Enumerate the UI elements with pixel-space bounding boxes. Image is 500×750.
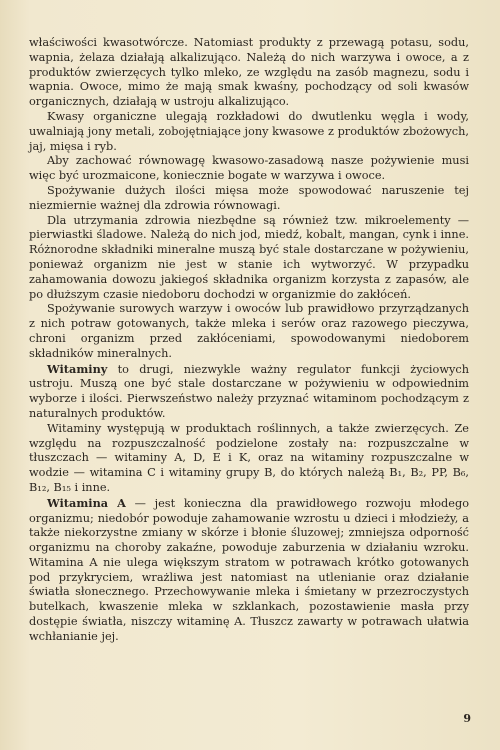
paragraph — [29, 110, 469, 154]
paragraph — [29, 36, 469, 110]
page-number: 9 — [463, 712, 471, 725]
term-heading: Witaminy — [47, 361, 108, 376]
paragraph — [29, 496, 469, 645]
term-heading: Witamina A — [47, 495, 126, 510]
paragraph-text: to drugi, niezwykle ważny regulator funkcji życiowych ustroju. Muszą one być stale dostarczane w pożywieniu w odpowiednim wyborze i ilości. Pierwszeństwo należy przyznać witaminom pochodzącym z naturalnych produktów. — [29, 362, 469, 420]
paragraph — [29, 214, 469, 303]
paragraph — [29, 302, 469, 361]
paragraph-text: Dla utrzymania zdrowia niezbędne są również tzw. mikroelementy — pierwiastki śladowe. Należą do nich jod, miedź, kobalt, mangan, cynk i inne. Różnorodne składniki mineralne muszą być stale dostarczane w pożywieniu, ponieważ organizm nie jest w stanie ich wytworzyć. W przypadku zahamowania dowozu jakiegoś składnika organizm korzysta z zapasów, ale po dłuższym czasie niedoboru dochodzi w organizmie do zakłóceń. — [29, 213, 469, 301]
paragraph — [29, 154, 469, 184]
body-text — [29, 36, 469, 645]
paragraph-text: — jest konieczna dla prawidłowego rozwoju młodego organizmu; niedobór powoduje zahamowanie wzrostu u dzieci i młodzieży, a także niekorzystne zmiany w skórze i błonie śluzowej; zmniejsza odporność organizmu na choroby zakaźne, powoduje zaburzenia w działaniu wzroku. Witamina A nie ulega większym stratom w potrawach krótko gotowanych pod przykryciem, wrażliwa jest natomiast na utlenianie oraz działanie światła słonecznego. Przechowywanie mleka i śmietany w przezroczystych butelkach, kwaszenie mleka w szklankach, pozostawienie masła przy dostępie światła, niszczy witaminę A. Tłuszcz zawarty w potrawach ułatwia wchłanianie jej. — [29, 496, 469, 643]
paragraph-text: Witaminy występują w produktach roślinnych, a także zwierzęcych. Ze względu na rozpuszczalność podzielone zostały na: rozpuszczalne w tłuszczach — witaminy A, D, E i K, oraz na witaminy rozpuszczalne w wodzie — witamina C i witaminy grupy B, do których należą B₁, B₂, PP, B₆, B₁₂, B₁₅ i inne. — [29, 421, 469, 494]
paragraph — [29, 184, 469, 214]
paragraph-text: właściwości kwasotwórcze. Natomiast produkty z przewagą potasu, sodu, wapnia, żelaza działają alkalizująco. Należą do nich warzywa i owoce, a z produktów zwierzęcych tylko mleko, ze względu na zasób magnezu, sodu i wapnia. Owoce, mimo że mają smak kwaśny, pochodzący od soli kwasów organicznych, działają w ustroju alkalizująco. — [29, 36, 469, 109]
paragraph — [29, 422, 469, 496]
paragraph-text: Spożywanie dużych ilości mięsa może spowodować naruszenie tej niezmiernie ważnej dla zdrowia równowagi. — [29, 183, 469, 212]
paragraph-text: Kwasy organiczne ulegają rozkładowi do dwutlenku węgla i wody, uwalniają jony metali, zobojętniające jony kwasowe z produktów zbożowych, jaj, mięsa i ryb. — [29, 109, 469, 153]
paragraph-text: Aby zachować równowagę kwasowo-zasadową nasze pożywienie musi więc być urozmaicone, koniecznie bogate w warzywa i owoce. — [29, 154, 469, 183]
paragraph — [29, 362, 469, 422]
paragraph-text: Spożywanie surowych warzyw i owoców lub prawidłowo przyrządzanych z nich potraw gotowanych, także mleka i serów oraz razowego pieczywa, chroni organizm przed zakłóceniami, spowodowanymi niedoborem składników mineralnych. — [29, 302, 469, 360]
